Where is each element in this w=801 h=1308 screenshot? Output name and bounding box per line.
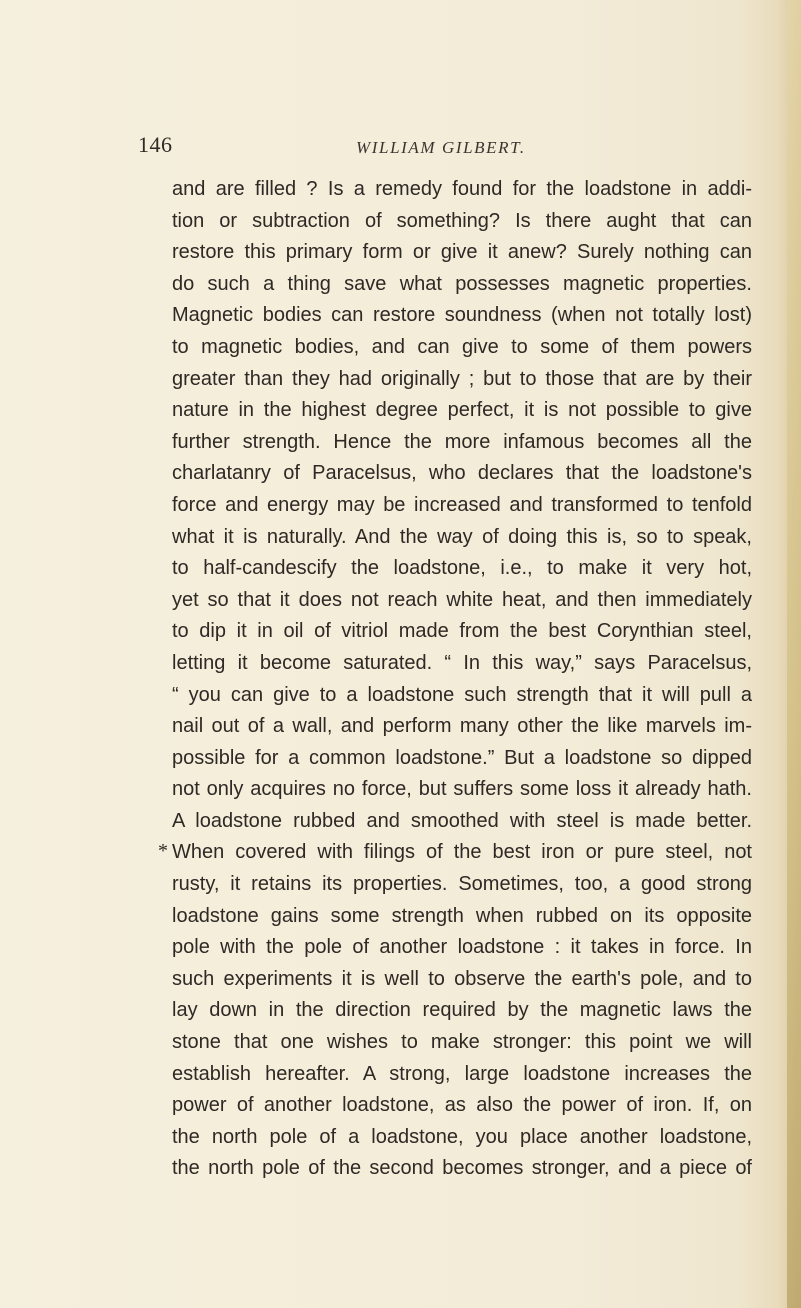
- text-line: pole with the pole of another loadstone : it takes in force. In: [172, 936, 752, 959]
- text-line: the north pole of a loadstone, you place another loadstone,: [172, 1125, 752, 1148]
- text-line: possible for a common loadstone.” But a loadstone so dipped: [172, 746, 752, 769]
- text-line: nail out of a wall, and perform many other the like marvels im-: [172, 715, 752, 738]
- text-line: letting it become saturated. “ In this way,” says Paracelsus,: [172, 651, 752, 674]
- text-line: restore this primary form or give it anew? Surely nothing can: [172, 241, 752, 264]
- text-line: lay down in the direction required by the magnetic laws the: [172, 999, 752, 1022]
- text-line: to magnetic bodies, and can give to some of them powers: [172, 335, 752, 358]
- text-line: stone that one wishes to make stronger: this point we will: [172, 1031, 752, 1054]
- text-line: such experiments it is well to observe the earth's pole, and to: [172, 967, 752, 990]
- text-line: the north pole of the second becomes stronger, and a piece of: [172, 1157, 752, 1180]
- text-line: further strength. Hence the more infamous becomes all the: [172, 430, 752, 453]
- text-line: to dip it in oil of vitriol made from the best Corynthian steel,: [172, 620, 752, 643]
- text-line: not only acquires no force, but suffers some loss it already hath.: [172, 778, 752, 801]
- text-line: do such a thing save what possesses magnetic properties.: [172, 272, 752, 295]
- text-line: charlatanry of Paracelsus, who declares that the loadstone's: [172, 462, 752, 485]
- page-number: 146: [138, 132, 173, 157]
- body-text: [172, 174, 752, 1185]
- text-line: power of another loadstone, as also the power of iron. If, on: [172, 1094, 752, 1117]
- text-line: greater than they had originally ; but to those that are by their: [172, 367, 752, 390]
- text-line: establish hereafter. A strong, large loadstone increases the: [172, 1062, 752, 1085]
- text-line: what it is naturally. And the way of doing this is, so to speak,: [172, 525, 752, 548]
- margin-asterisk: *: [158, 840, 168, 862]
- text-line: yet so that it does not reach white heat, and then immediately: [172, 588, 752, 611]
- text-line: Magnetic bodies can restore soundness (when not totally lost): [172, 304, 752, 327]
- text-line: nature in the highest degree perfect, it is not possible to give: [172, 399, 752, 422]
- text-line: When covered with filings of the best iron or pure steel, not: [172, 841, 752, 864]
- text-line: to half-candescify the loadstone, i.e., to make it very hot,: [172, 557, 752, 580]
- text-line: tion or subtraction of something? Is there aught that can: [172, 209, 752, 232]
- text-line: loadstone gains some strength when rubbed on its opposite: [172, 904, 752, 927]
- text-line: and are filled ? Is a remedy found for the loadstone in addi-: [172, 178, 752, 200]
- text-line: “ you can give to a loadstone such strength that it will pull a: [172, 683, 752, 706]
- text-line: rusty, it retains its properties. Sometimes, too, a good strong: [172, 873, 752, 896]
- text-line: force and energy may be increased and transformed to tenfold: [172, 493, 752, 516]
- page-edge-shadow: [787, 0, 801, 1308]
- text-line: A loadstone rubbed and smoothed with steel is made better.: [172, 809, 752, 832]
- running-head: WILLIAM GILBERT.: [356, 138, 526, 157]
